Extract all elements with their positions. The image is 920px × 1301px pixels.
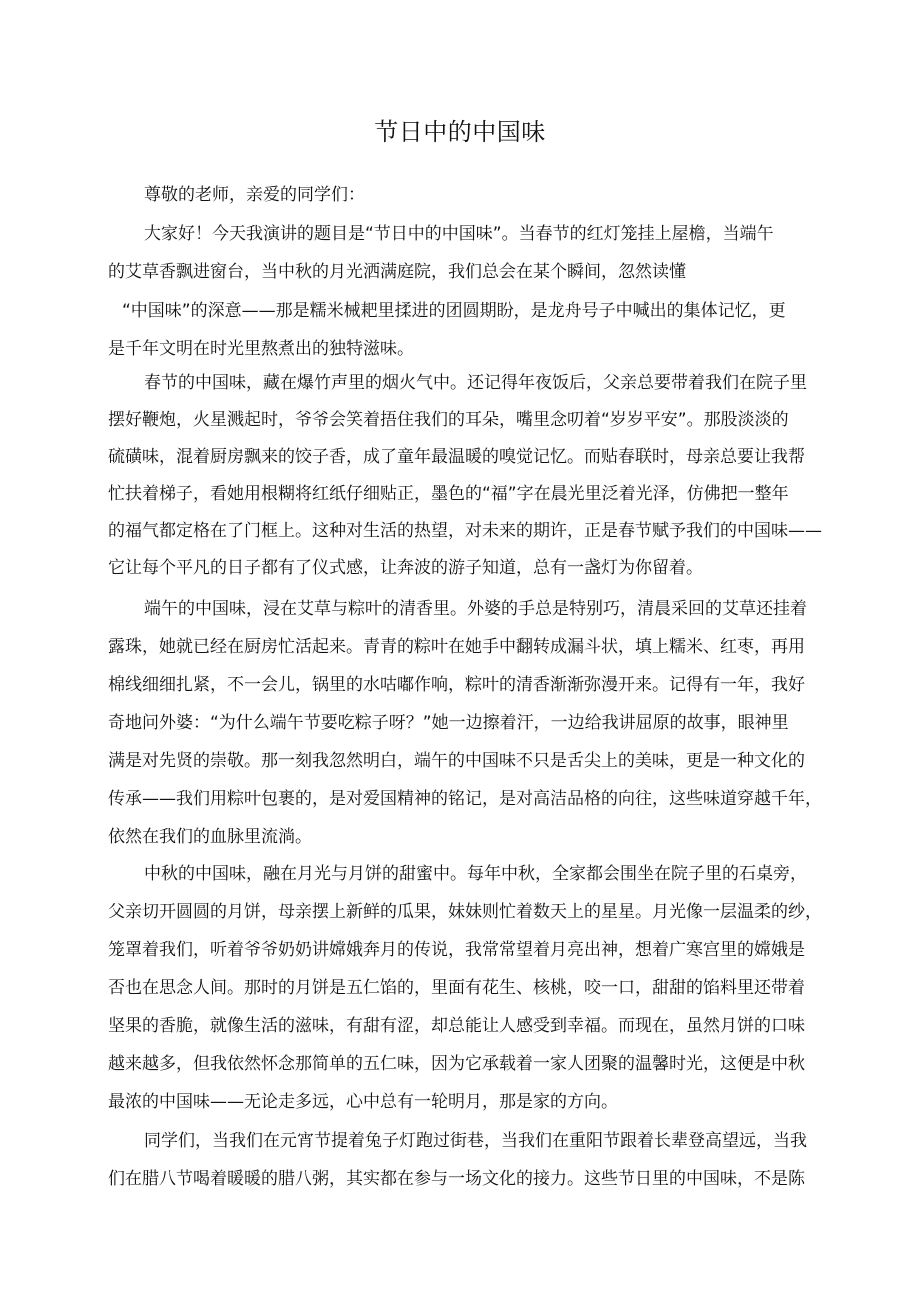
paragraph-line: 父亲切开圆圆的月饼，母亲摆上新鲜的瓜果，妹妹则忙着数天上的星星。月光像一层温柔的纱， (108, 902, 822, 922)
paragraph-line: 它让每个平凡的日子都有了仪式感，让奔波的游子知道，总有一盏灯为你留着。 (108, 558, 703, 578)
paragraph-line: 棉线细细扎紧，不一会儿，锅里的水咕嘟作响，粽叶的清香渐渐弥漫开来。记得有一年，我好 (108, 675, 805, 695)
paragraph-line: 的福气都定格在了门框上。这种对生活的热望，对未来的期许，正是春节赋予我们的中国味—— (108, 521, 822, 541)
salutation: 尊敬的老师，亲爱的同学们： (144, 185, 365, 205)
paragraph-line: 中秋的中国味，融在月光与月饼的甜蜜中。每年中秋，全家都会围坐在院子里的石桌旁， (144, 864, 807, 884)
paragraph-line: 硫磺味，混着厨房飘来的饺子香，成了童年最温暖的嗅觉记忆。而贴春联时，母亲总要让我帮 (108, 447, 805, 467)
paragraph-line: 依然在我们的血脉里流淌。 (108, 827, 312, 847)
paragraph-line: 传承——我们用粽叶包裹的，是对爱国精神的铭记，是对高洁品格的向往，这些味道穿越千年， (108, 789, 822, 809)
paragraph-line: 大家好！今天我演讲的题目是“节日中的中国味”。当春节的红灯笼挂上屋檐，当端午 (144, 224, 774, 244)
paragraph-line: 的艾草香飘进窗台，当中秋的月光洒满庭院，我们总会在某个瞬间，忽然读懂 (108, 262, 686, 282)
document-title: 节日中的中国味 (374, 118, 546, 146)
paragraph-line: “中国味”的深意——那是糯米械耙里揉进的团圆期盼，是龙舟号子中喊出的集体记忆，更 (122, 301, 786, 321)
paragraph-line: 露珠，她就已经在厨房忙活起来。青青的粽叶在她手中翻转成漏斗状，填上糯米、红枣，再用 (108, 637, 805, 657)
paragraph-line: 同学们，当我们在元宵节提着兔子灯跑过街巷，当我们在重阳节跟着长辈登高望远，当我 (144, 1131, 807, 1151)
paragraph-line: 是千年文明在时光里熬煮出的独特滋味。 (108, 339, 414, 359)
paragraph-line: 坚果的香脆，就像生活的滋味，有甜有涩，却总能让人感受到幸福。而现在，虽然月饼的口味 (108, 1016, 805, 1036)
paragraph-line: 们在腊八节喝着暖暖的腊八粥，其实都在参与一场文化的接力。这些节日里的中国味，不是陈 (108, 1169, 805, 1189)
paragraph-line: 忙扶着梯子，看她用根糊将红纸仔细贴正，墨色的“福”字在晨光里泛着光泽，仿佛把一整年 (108, 484, 789, 504)
paragraph-line: 满是对先贤的崇敬。那一刻我忽然明白，端午的中国味不只是舌尖上的美味，更是一种文化的 (108, 751, 805, 771)
paragraph-line: 越来越多，但我依然怀念那简单的五仁味，因为它承载着一家人团聚的温馨时光，这便是中秋 (108, 1054, 805, 1074)
paragraph-line: 端午的中国味，浸在艾草与粽叶的清香里。外婆的手总是特别巧，清晨采回的艾草还挂着 (144, 599, 807, 619)
paragraph-line: 笼罩着我们，听着爷爷奶奶讲嫦娥奔月的传说，我常常望着月亮出神，想着广寒宫里的嫦娥是 (108, 940, 805, 960)
paragraph-line: 最浓的中国味——无论走多远，心中总有一轮明月，那是家的方向。 (108, 1092, 618, 1112)
paragraph-line: 否也在思念人间。那时的月饼是五仁馅的，里面有花生、核桃，咬一口，甜甜的馅料里还带着 (108, 978, 805, 998)
paragraph-line: 奇地问外婆：“为什么端午节要吃粽子呀？”她一边擦着汗，一边给我讲屈原的故事，眼神里 (108, 713, 789, 733)
paragraph-line: 春节的中国味，藏在爆竹声里的烟火气中。还记得年夜饭后，父亲总要带着我们在院子里 (144, 373, 807, 393)
paragraph-line: 摆好鞭炮，火星溅起时，爷爷会笑着捂住我们的耳朵，嘴里念叨着“岁岁平安”。那股淡淡的 (108, 410, 789, 430)
